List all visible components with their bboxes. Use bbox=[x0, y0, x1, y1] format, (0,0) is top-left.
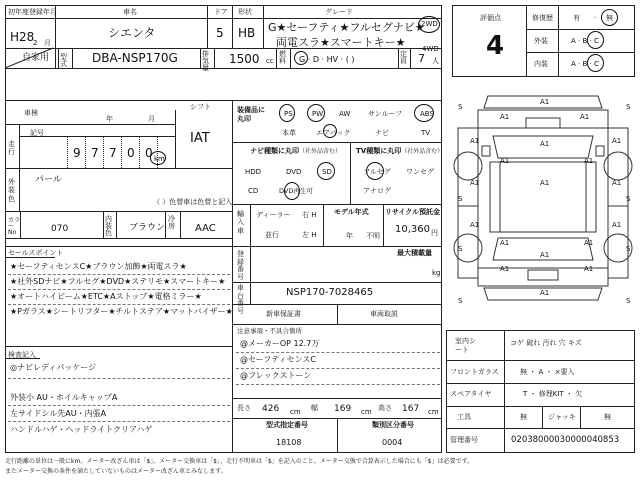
fuel-label: 燃料 bbox=[279, 50, 286, 65]
record-label: 記号 bbox=[30, 129, 44, 137]
warranty: 新車保証書 bbox=[266, 310, 301, 318]
dmg-mark-18: A1 bbox=[584, 265, 594, 273]
tv-title-text: TV種類に丸印 bbox=[356, 147, 402, 155]
side-mark-8: S bbox=[626, 297, 631, 305]
nav-hdd: HDD bbox=[245, 168, 262, 176]
car-diagram bbox=[448, 88, 638, 318]
interior-color-label: 内装色 bbox=[105, 215, 112, 237]
seat-items: コゲ 破れ 汚れ 穴 キズ bbox=[510, 339, 582, 347]
car-name-label: 車名 bbox=[123, 8, 137, 16]
tv-analog: アナログ bbox=[363, 187, 391, 195]
side-mark-2: S bbox=[626, 103, 631, 111]
recycle-unit: 円 bbox=[431, 229, 438, 237]
dmg-mark-12: A1 bbox=[470, 221, 480, 229]
equip-pw-circle bbox=[307, 104, 325, 122]
model-year-label: モデル年式 bbox=[334, 208, 369, 216]
doors: 5 bbox=[216, 26, 224, 40]
equip-ps: PS bbox=[284, 110, 293, 118]
insp-month-label: 月 bbox=[148, 115, 155, 123]
options-title: 注意事項・不具合箇所 bbox=[237, 327, 302, 335]
sales-point-2: ★社外SDナビ★フルセグ★DVD★ステリモ★スマートキー★ bbox=[10, 277, 226, 286]
recycle-value: 10,360 bbox=[395, 224, 430, 235]
tools-label: 工具 bbox=[457, 413, 471, 421]
height-unit: cm bbox=[428, 408, 439, 416]
reg-month-unit: 月 bbox=[44, 39, 51, 47]
interior-grade-circle bbox=[587, 54, 604, 72]
nav-dvd-play: DVD再生可 bbox=[279, 187, 313, 195]
mileage-digit-1: 9 bbox=[73, 146, 81, 160]
dmg-mark-9: A1 bbox=[470, 179, 480, 187]
car-name: シエンタ bbox=[108, 26, 156, 40]
repair-sep: · bbox=[594, 14, 597, 22]
grade-line2: 両電スラ★スマートキー★ bbox=[276, 36, 406, 49]
color-no: 070 bbox=[51, 224, 69, 234]
unit-km: km bbox=[154, 155, 165, 163]
dmg-mark-17: A1 bbox=[500, 265, 510, 273]
height: 167 bbox=[402, 404, 420, 414]
exterior-color: パール bbox=[35, 175, 62, 185]
displacement: 1500 bbox=[229, 52, 260, 66]
dmg-mark-14: A1 bbox=[500, 239, 510, 247]
equip-abs: ABS bbox=[420, 110, 434, 118]
color-change-note: （ ）色替車は色替と記入 bbox=[153, 198, 233, 206]
cc-unit: cc bbox=[266, 57, 274, 65]
left-sheet bbox=[5, 5, 442, 453]
import-parallel: 並行 bbox=[265, 231, 279, 239]
ac-value: AAC bbox=[195, 223, 216, 234]
nav-note: （社外品含む） bbox=[299, 148, 342, 155]
capacity-unit: 人 bbox=[432, 57, 439, 65]
option-2: @セーフティセンスC bbox=[240, 355, 316, 364]
length-unit: cm bbox=[290, 408, 301, 416]
mileage-digit-4: 0 bbox=[127, 146, 135, 160]
shift-label: シフト bbox=[190, 103, 211, 111]
sales-point-4: ★Pガラス★シートリフター★チルトステア★マットバイザー★ bbox=[10, 307, 233, 316]
right-handle: 右 H bbox=[302, 211, 317, 219]
option-1: @メーカーOP 12.7万 bbox=[240, 339, 320, 348]
sales-point-3: ★オートハイビーム★ETC★Aストップ★電格ミラー★ bbox=[10, 292, 202, 301]
inspector-note: ◎ナビレディパッケージ bbox=[10, 363, 97, 372]
width-label: 幅 bbox=[311, 404, 318, 412]
equip-airbag-circle bbox=[323, 124, 337, 138]
jack-label: ジャッキ bbox=[548, 413, 576, 421]
tv-fullseg: フルセグ bbox=[363, 168, 391, 176]
left-handle: 左 H bbox=[302, 231, 317, 239]
reg-year: H28 bbox=[10, 30, 35, 44]
equip-aw: AW bbox=[339, 110, 351, 118]
equip-leather: 本革 bbox=[282, 129, 296, 137]
model: DBA-NSP170G bbox=[92, 51, 178, 65]
tv-oneseg: ワンセグ bbox=[406, 168, 434, 176]
insp-year-label: 年 bbox=[106, 115, 113, 123]
capacity: 7 bbox=[418, 52, 425, 65]
repair-label: 修復歴 bbox=[532, 14, 553, 22]
sales-points-label: セールスポイント bbox=[8, 249, 64, 257]
score: 4 bbox=[486, 31, 505, 61]
mgmt-label: 管理番号 bbox=[450, 436, 478, 444]
km-circle bbox=[150, 151, 166, 165]
side-mark-1: S bbox=[458, 103, 463, 111]
option-3: @フレックストーン bbox=[240, 371, 312, 380]
equip-pw: PW bbox=[312, 110, 324, 118]
width: 169 bbox=[334, 404, 352, 414]
model-label: 型式 bbox=[60, 53, 67, 68]
mgmt-number: 02038000030000040853 bbox=[511, 435, 620, 445]
dmg-mark-6: A1 bbox=[540, 140, 550, 148]
tools-value: 無 bbox=[520, 413, 527, 421]
mileage-digit-3: 7 bbox=[109, 146, 117, 160]
side-mark-6: S bbox=[626, 245, 631, 253]
reg-no-label: 登録番号 bbox=[237, 250, 244, 282]
ac-label: 冷房 bbox=[168, 215, 175, 230]
first-reg-label: 初年度登録年月 bbox=[8, 8, 57, 16]
inspector-line-3: ハンドルハゲ・ヘッドライトクリアハゲ bbox=[10, 425, 153, 434]
nav-sd-circle bbox=[317, 162, 335, 180]
shift: IAT bbox=[190, 131, 210, 146]
interior-label: 内装 bbox=[534, 60, 548, 68]
equip-ps-circle bbox=[279, 104, 295, 122]
dmg-mark-7: A1 bbox=[500, 157, 510, 165]
tv-note: （社外品含む） bbox=[401, 148, 444, 155]
exterior-label: 外装 bbox=[534, 37, 548, 45]
class-no-label: 類別区分番号 bbox=[372, 421, 414, 429]
interior-grades: A · B · C bbox=[571, 60, 599, 68]
capacity-label: 定員 bbox=[400, 50, 407, 65]
mileage-digit-2: 7 bbox=[91, 146, 99, 160]
model-year-year: 年 bbox=[346, 232, 353, 240]
grade-label: グレード bbox=[325, 8, 353, 16]
spare-items: T ・ 修理KIT ・ 欠 bbox=[523, 390, 583, 398]
max-load-label: 最大積載量 bbox=[397, 249, 432, 257]
height-label: 高さ bbox=[378, 404, 392, 412]
side-mark-3: S bbox=[458, 195, 463, 203]
sales-point-1: ★セーフティセンスC★ブラウン加飾★両電スラ★ bbox=[10, 262, 187, 271]
width-unit: cm bbox=[361, 408, 372, 416]
equip-navi: ナビ bbox=[375, 129, 389, 137]
nav-dvd: DVD bbox=[286, 168, 302, 176]
inspector-label: 検査記入 bbox=[8, 351, 36, 359]
nav-dvd-play-circle bbox=[284, 182, 300, 200]
drive-4wd: 4WD bbox=[422, 45, 439, 53]
seat-label: 室内シート bbox=[455, 337, 476, 355]
mileage-label: 走行 bbox=[8, 140, 15, 157]
repair-no-circle bbox=[601, 9, 618, 26]
side-mark-4: S bbox=[626, 195, 631, 203]
score-label: 評価点 bbox=[480, 14, 501, 22]
dmg-mark-3: A1 bbox=[580, 113, 590, 121]
displacement-label: 排気量 bbox=[202, 50, 209, 72]
shape: HB bbox=[238, 26, 256, 40]
chassis-label: 車台番号 bbox=[237, 284, 244, 316]
inspector-line-1: 外装小 AU・ホイルキャップA bbox=[10, 393, 118, 402]
inspection-label: 車検 bbox=[24, 109, 38, 117]
shape-label: 形状 bbox=[238, 8, 252, 16]
dmg-mark-8: A1 bbox=[584, 157, 594, 165]
nav-title-text: ナビ種類に丸印 bbox=[250, 147, 299, 155]
manual: 車両取説 bbox=[370, 310, 398, 318]
tv-title bbox=[356, 148, 443, 155]
side-mark-7: S bbox=[458, 297, 463, 305]
doors-label: ドア bbox=[214, 8, 228, 16]
repair-yes: 有 bbox=[573, 14, 580, 22]
import-dealer: ディーラー bbox=[256, 211, 291, 219]
dmg-mark-13: A1 bbox=[612, 221, 622, 229]
exterior-grades: A · B · C bbox=[571, 37, 599, 45]
grade-line1: G★セーフティ★フルセグナビ★ bbox=[268, 21, 425, 34]
dmg-mark-5: A1 bbox=[612, 137, 622, 145]
class-no: 0004 bbox=[382, 438, 403, 447]
dmg-mark-19: A1 bbox=[540, 289, 550, 297]
repair-no: 無 bbox=[606, 14, 613, 22]
tv-fullseg-circle bbox=[366, 162, 384, 180]
reg-month-num: 2 bbox=[33, 39, 38, 47]
spare-label: スペアタイヤ bbox=[450, 390, 492, 398]
length: 426 bbox=[262, 404, 280, 414]
dmg-mark-1: A1 bbox=[540, 98, 550, 106]
import-label: 輸入車 bbox=[237, 210, 244, 235]
color-no-label: カラーNo bbox=[8, 217, 21, 236]
jack-value: 無 bbox=[604, 413, 611, 421]
side-mark-5: S bbox=[458, 245, 463, 253]
nav-title bbox=[250, 148, 341, 155]
drive-2wd: 2WD bbox=[421, 20, 438, 28]
glass-items: 無 ・ A ・ ×要入 bbox=[520, 368, 575, 376]
nav-cd: CD bbox=[248, 187, 259, 195]
exterior-color-label: 外装色 bbox=[8, 178, 15, 203]
length-label: 長さ bbox=[237, 404, 251, 412]
recycle-label: リサイクル預託金 bbox=[385, 208, 441, 216]
footer-line-2: またメーター交換の条件を満たしていないものはメーター改ざん車とみなします。 bbox=[5, 468, 227, 475]
max-load-unit: kg bbox=[432, 269, 441, 277]
dmg-mark-11: A1 bbox=[540, 179, 550, 187]
dmg-mark-4: A1 bbox=[470, 137, 480, 145]
dmg-mark-15: A1 bbox=[584, 239, 594, 247]
use: 自家用 bbox=[22, 53, 50, 63]
dmg-mark-2: A1 bbox=[500, 113, 510, 121]
inspector-line-2: 左サイドシル先AU・内張A bbox=[10, 409, 107, 418]
fuel-circle bbox=[294, 51, 308, 65]
equip-abs-circle bbox=[414, 104, 434, 122]
mileage-digit-5: 0 bbox=[145, 146, 153, 160]
equip-tv: TV bbox=[421, 129, 431, 137]
model-year-unknown: 不明 bbox=[366, 232, 380, 240]
glass-label: フロントガラス bbox=[450, 368, 499, 376]
equipment-title: 装備品に丸印 bbox=[237, 106, 265, 124]
nav-sd: SD bbox=[322, 168, 332, 176]
dmg-mark-10: A1 bbox=[612, 179, 622, 187]
chassis-number: NSP170-7028465 bbox=[286, 287, 374, 298]
type-no-label: 型式指定番号 bbox=[266, 421, 308, 429]
exterior-grade-circle bbox=[587, 31, 604, 49]
type-no: 18108 bbox=[276, 438, 302, 447]
dmg-mark-16: A1 bbox=[540, 251, 550, 259]
equip-sunroof: サンルーフ bbox=[368, 110, 403, 118]
equip-airbag: エアバック bbox=[316, 129, 351, 137]
interior-color: ブラウン bbox=[129, 223, 166, 233]
footer-line-1: 走行距離の単位は一般にkm。メーター改ざん車は「$」。メーター交換車は「$」、走行不明車は「$」を記入のこと。メーター交換で合算表示した場合にも「$」は必要です。 bbox=[5, 458, 474, 465]
fuel-options: G · D · HV · ( ) bbox=[299, 55, 355, 64]
